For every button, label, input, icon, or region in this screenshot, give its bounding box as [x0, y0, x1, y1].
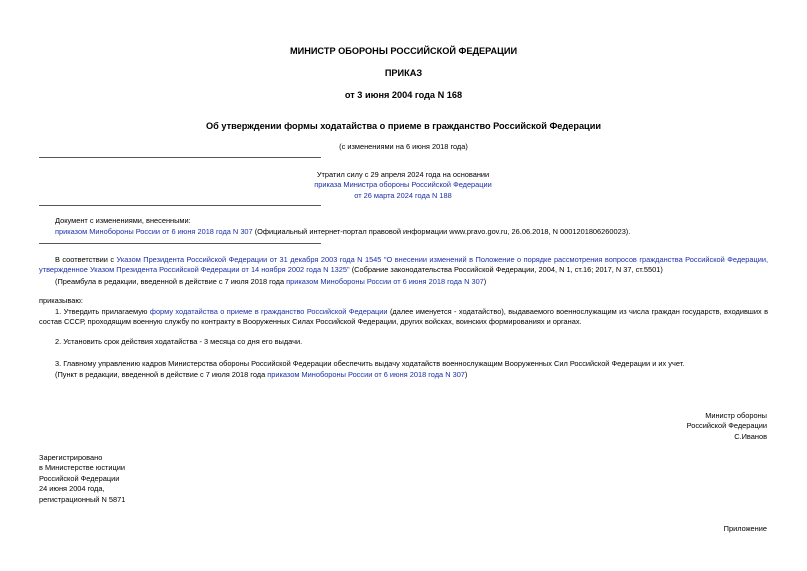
registration-number: регистрационный N 5871: [39, 494, 126, 504]
appendix-label: Приложение: [723, 524, 767, 533]
separator-line: [39, 157, 321, 158]
repeal-order-link[interactable]: приказа Министра обороны Российской Федерации: [314, 180, 492, 190]
item-2: 2. Установить срок действия ходатайства - 3 месяца со дня его выдачи.: [55, 337, 303, 346]
preamble-edition-note: (Преамбула в редакции, введенной в действие с 7 июля 2018 года приказом Минобороны России от 6 июня 2018 года N 307): [55, 277, 487, 286]
repeal-block: [300, 170, 506, 201]
signature-name: С.Иванов: [734, 431, 767, 441]
item-1: 1. Утвердить прилагаемую форму ходатайства о приеме в гражданство Российской Федерации (далее именуется - ходатайство), выдаваемого военнослужащим из числа граждан государств, входивших в состав СССР, проходящим военную службу по контракту в Вооруженных Силах Российской Федерации, других войсках, воинских формированиях и органах.: [39, 307, 768, 327]
changes-source: (Официальный интернет-портал правовой информации www.pravo.gov.ru, 26.06.2018, N 0001201806260023).: [252, 227, 631, 236]
ministry-heading: МИНИСТР ОБОРОНЫ РОССИЙСКОЙ ФЕДЕРАЦИИ: [289, 46, 518, 56]
order-word: приказываю:: [39, 296, 83, 305]
registration-block: Зарегистрировано в Министерстве юстиции Российской Федерации 24 июня 2004 года, регистрационный N 5871: [39, 453, 239, 505]
decree-link[interactable]: Указом Президента Российской Федерации от 31 декабря 2003 года N 1545 "О внесении изменений в Положение о порядке рассмотрения вопросов гражданства Российской Федерации, утвержденное Указом Президента Российской Федерации от 14 ноября 2002 года N 1325": [39, 255, 769, 275]
item-3: 3. Главному управлению кадров Министерства обороны Российской Федерации обеспечить выдачу ходатайств военнослужащим Вооруженных Сил Российской Федерации и их учет.: [55, 359, 685, 368]
doc-type-heading: ПРИКАЗ: [384, 68, 423, 78]
preamble-paragraph: В соответствии с Указом Президента Российской Федерации от 31 декабря 2003 года N 1545 "О внесении изменений в Положение о порядке рассмотрения вопросов гражданства Российской Федерации, утвержденное Указом Президента Российской Федерации от 14 ноября 2002 года N 1325" (Собрание законодательства Российской Федерации, 2004, N 1, ст.16; 2017, N 37, ст.5501): [39, 255, 769, 275]
signature-country: Российской Федерации: [686, 421, 767, 431]
signature-title: Министр обороны: [705, 411, 767, 420]
changes-line: [55, 227, 775, 237]
form-link[interactable]: форму ходатайства о приеме в гражданство Российской Федерации: [149, 307, 388, 316]
signature-block: [560, 411, 767, 442]
repeal-text: Утратил силу с 29 апреля 2024 года на основании: [316, 170, 490, 179]
repeal-order-link-date[interactable]: от 26 марта 2024 года N 188: [354, 190, 452, 200]
item-3-edition-note: (Пункт в редакции, введенной в действие с 7 июля 2018 года приказом Минобороны России от 6 июня 2018 года N 307): [55, 370, 468, 379]
separator-line: [39, 205, 321, 206]
doc-title: Об утверждении формы ходатайства о приеме в гражданство Российской Федерации: [206, 121, 601, 131]
amending-order-link[interactable]: приказом Минобороны России от 6 июня 2018 года N 307: [267, 370, 465, 379]
doc-date-number: от 3 июня 2004 года N 168: [344, 90, 463, 100]
amending-order-link[interactable]: приказом Минобороны России от 6 июня 2018 года N 307: [55, 227, 253, 236]
separator-line: [39, 243, 321, 244]
amendment-note: (с изменениями на 6 июня 2018 года): [339, 142, 468, 151]
changes-label: Документ с изменениями, внесенными:: [55, 216, 191, 225]
amending-order-link[interactable]: приказом Минобороны России от 6 июня 2018 года N 307: [286, 277, 484, 286]
